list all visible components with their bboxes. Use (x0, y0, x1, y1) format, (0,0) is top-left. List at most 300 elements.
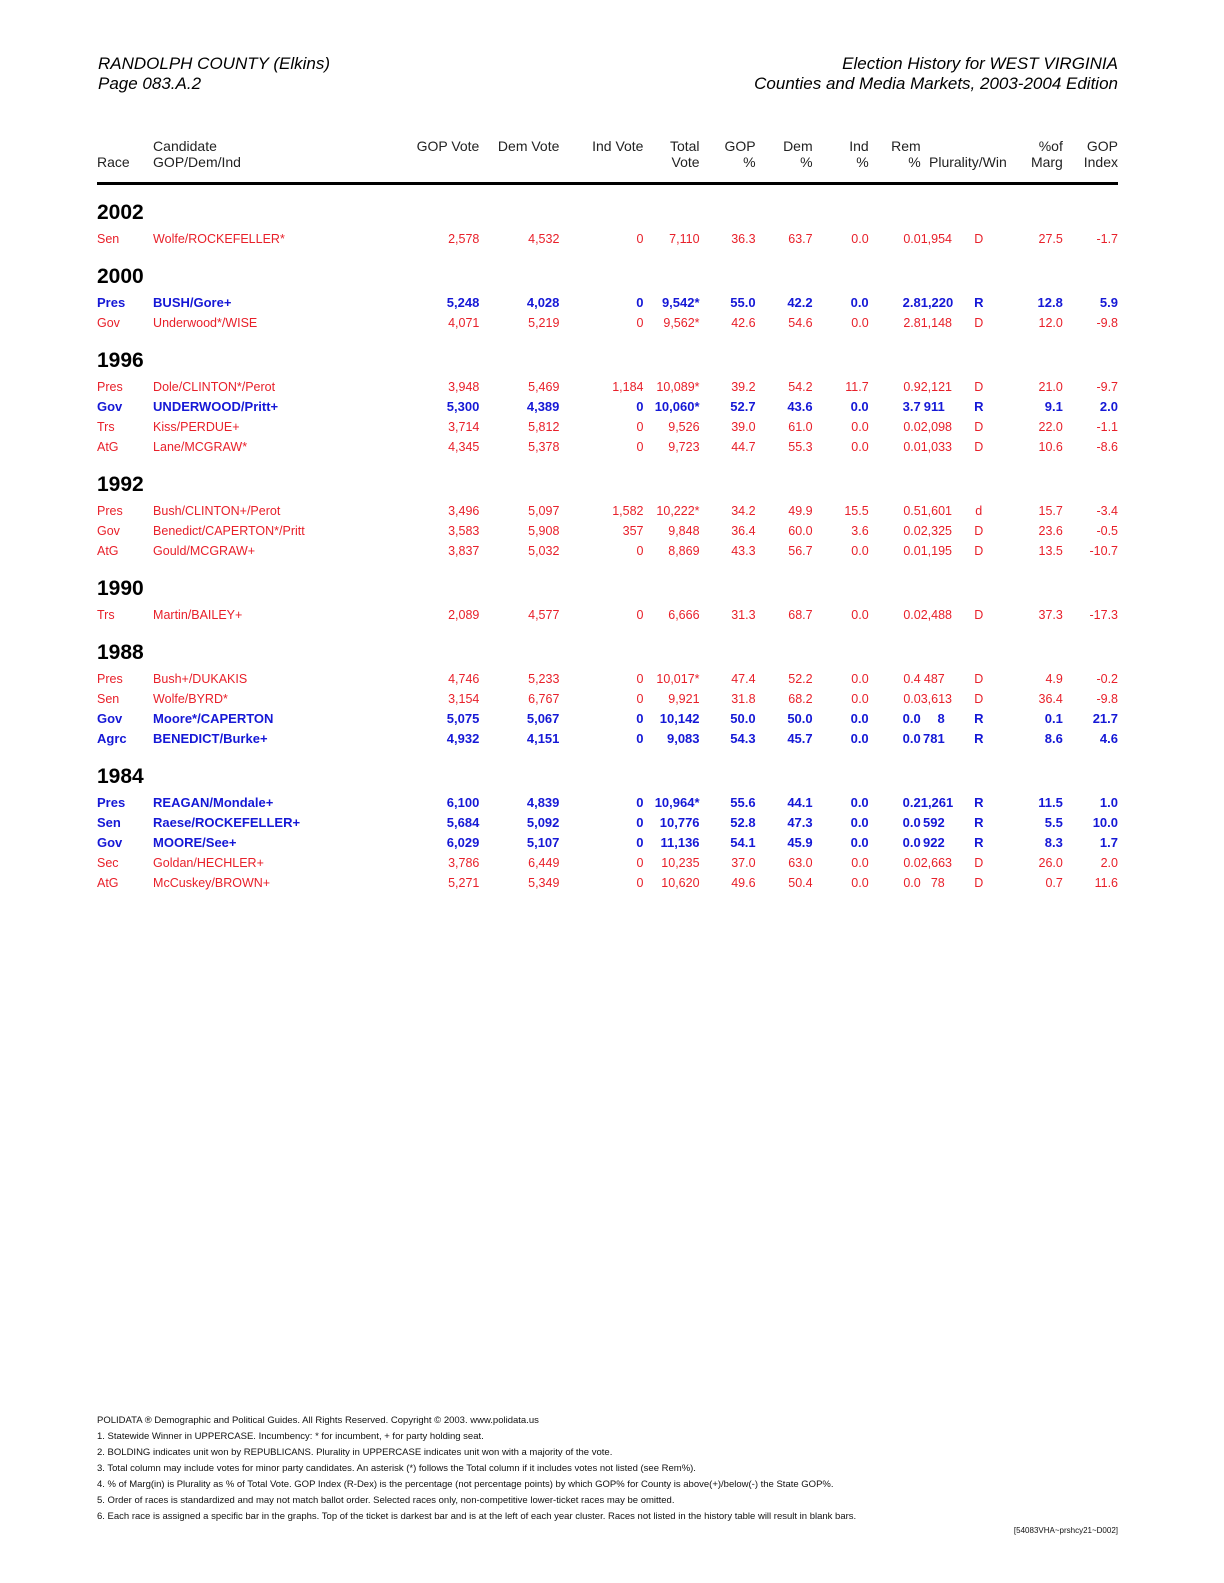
table-row (97, 417, 1118, 437)
candidate-cell: REAGAN/Mondale+ (153, 795, 274, 810)
race-cell: Trs (97, 420, 115, 434)
col-rem-pct: Rem % (869, 138, 921, 184)
gop-vote-cell: 4,746 (448, 672, 480, 686)
rem-pct-cell: 0.0 (903, 440, 921, 454)
col-plurality-win: Plurality/Win (921, 138, 1007, 184)
rem-pct-cell: 3.7 (902, 399, 921, 414)
winner-party-cell: D (974, 440, 984, 454)
winner-party-cell: R (974, 835, 984, 850)
ind-vote-cell: 0 (636, 544, 644, 558)
pct-margin-cell: 37.3 (1038, 608, 1063, 622)
pct-margin-cell: 5.5 (1044, 815, 1063, 830)
candidate-cell: Wolfe/ROCKEFELLER* (153, 232, 285, 246)
dem-pct-cell: 55.3 (788, 440, 813, 454)
total-vote-cell: 7,110 (669, 232, 700, 246)
winner-party-cell: R (974, 815, 984, 830)
pct-margin-cell: 13.5 (1038, 544, 1063, 558)
table-row (97, 541, 1118, 561)
rem-pct-cell: 0.0 (902, 835, 921, 850)
rem-pct-cell: 0.0 (903, 544, 921, 558)
table-row (97, 873, 1118, 893)
ind-pct-cell: 0.0 (851, 544, 869, 558)
year-spacer (97, 457, 1118, 469)
ind-pct-cell: 0.0 (851, 420, 869, 434)
ind-vote-cell: 1,582 (612, 504, 644, 518)
total-vote-cell: 6,666 (668, 608, 700, 622)
ind-vote-cell: 0 (636, 692, 644, 706)
gop-pct-cell: 50.0 (730, 711, 756, 726)
candidate-cell: Goldan/HECHLER+ (153, 856, 264, 870)
dem-pct-cell: 54.6 (788, 316, 813, 330)
dem-pct-cell: 54.2 (788, 380, 813, 394)
col-race: Race (97, 138, 153, 184)
gop-vote-cell: 2,089 (448, 608, 480, 622)
dem-vote-cell: 4,532 (528, 232, 560, 246)
plurality-cell: 1,261 (920, 795, 954, 810)
rem-pct-cell: 0.0 (903, 692, 921, 706)
ind-pct-cell: 0.0 (851, 232, 869, 246)
dem-vote-cell: 5,092 (526, 815, 560, 830)
total-vote-cell: 10,964* (654, 795, 700, 810)
ind-vote-cell: 357 (622, 524, 644, 538)
footnote-3: 3. Total column may include votes for minor party candidates. An asterisk (*) follows the Total column if it includes votes not listed (see Rem%). (97, 1463, 696, 1474)
rem-pct-cell: 0.4 (903, 672, 921, 686)
plurality-cell: 1,601 (920, 504, 952, 518)
gop-index-cell: -0.5 (1096, 524, 1118, 538)
dem-vote-cell: 5,469 (528, 380, 560, 394)
document-subtitle: Counties and Media Markets, 2003-2004 Edition (754, 74, 1118, 93)
gop-index-cell: -0.2 (1096, 672, 1118, 686)
winner-party-cell: D (974, 524, 984, 538)
gop-pct-cell: 31.8 (731, 692, 756, 706)
dem-pct-cell: 56.7 (788, 544, 813, 558)
winner-party-cell: D (974, 692, 984, 706)
gop-vote-cell: 6,029 (446, 835, 480, 850)
ind-vote-cell: 0 (636, 815, 644, 830)
pct-margin-cell: 12.8 (1037, 295, 1063, 310)
winner-party-cell: R (974, 399, 984, 414)
gop-index-cell: 2.0 (1099, 399, 1118, 414)
total-vote-cell: 10,235 (661, 856, 700, 870)
gop-index-cell: 21.7 (1092, 711, 1118, 726)
dem-pct-cell: 45.9 (787, 835, 813, 850)
table-row (97, 313, 1118, 333)
gop-index-cell: 5.9 (1099, 295, 1118, 310)
pct-margin-cell: 22.0 (1038, 420, 1063, 434)
rem-pct-cell: 0.0 (903, 608, 921, 622)
year-heading: 1990 (97, 577, 144, 600)
dem-vote-cell: 5,908 (528, 524, 560, 538)
gop-pct-cell: 37.0 (731, 856, 756, 870)
race-cell: Gov (97, 835, 123, 850)
winner-party-cell: D (974, 608, 984, 622)
race-cell: AtG (97, 440, 119, 454)
plurality-cell: 3,613 (920, 692, 952, 706)
gop-vote-cell: 5,684 (446, 815, 480, 830)
col-gop-index: GOP Index (1063, 138, 1118, 184)
rem-pct-cell: 0.0 (902, 815, 921, 830)
gop-pct-cell: 52.8 (730, 815, 756, 830)
plurality-cell: 8 (937, 711, 945, 726)
ind-vote-cell: 0 (636, 420, 644, 434)
total-vote-cell: 9,562* (663, 316, 700, 330)
ind-vote-cell: 0 (636, 316, 644, 330)
winner-party-cell: D (974, 876, 984, 890)
plurality-cell: 592 (923, 815, 945, 830)
gop-vote-cell: 2,578 (448, 232, 480, 246)
ind-pct-cell: 0.0 (850, 795, 869, 810)
winner-party-cell: R (974, 295, 984, 310)
dem-pct-cell: 60.0 (788, 524, 813, 538)
dem-pct-cell: 52.2 (788, 672, 813, 686)
ind-vote-cell: 0 (636, 440, 644, 454)
dem-vote-cell: 4,577 (528, 608, 560, 622)
race-cell: Trs (97, 608, 115, 622)
results-body (97, 184, 1118, 894)
pct-margin-cell: 4.9 (1045, 672, 1063, 686)
year-heading-row (97, 345, 1118, 377)
year-heading: 1984 (97, 765, 144, 788)
ind-pct-cell: 0.0 (851, 440, 869, 454)
gop-vote-cell: 3,837 (448, 544, 480, 558)
total-vote-cell: 9,542* (661, 295, 700, 310)
race-cell: AtG (97, 876, 119, 890)
footnote-6: 6. Each race is assigned a specific bar in the graphs. Top of the ticket is darkest bar and is at the left of each year cluster. Races not listed in the history table will result in blank bars. (97, 1511, 857, 1522)
gop-index-cell: -10.7 (1089, 544, 1118, 558)
total-vote-cell: 8,869 (668, 544, 700, 558)
dem-pct-cell: 68.2 (788, 692, 813, 706)
plurality-cell: 2,098 (920, 420, 952, 434)
rem-pct-cell: 0.2 (902, 795, 921, 810)
candidate-cell: Wolfe/BYRD* (153, 692, 228, 706)
total-vote-cell: 9,723 (668, 440, 700, 454)
plurality-cell: 1,033 (920, 440, 952, 454)
gop-vote-cell: 4,345 (448, 440, 480, 454)
gop-vote-cell: 5,271 (448, 876, 480, 890)
race-cell: Pres (97, 504, 123, 518)
race-cell: Pres (97, 295, 126, 310)
race-cell: Pres (97, 672, 123, 686)
year-heading-row (97, 261, 1118, 293)
footnote-5: 5. Order of races is standardized and may not match ballot order. Selected races only, non-competitive lower-ticket races may be omitted. (97, 1495, 675, 1506)
year-spacer (97, 249, 1118, 261)
year-spacer (97, 625, 1118, 637)
table-row (97, 689, 1118, 709)
candidate-cell: Bush+/DUKAKIS (153, 672, 248, 686)
gop-vote-cell: 3,154 (448, 692, 480, 706)
dem-vote-cell: 4,839 (526, 795, 560, 810)
ind-pct-cell: 15.5 (844, 504, 869, 518)
candidate-cell: Moore*/CAPERTON (153, 711, 274, 726)
dem-vote-cell: 6,449 (528, 856, 560, 870)
gop-index-cell: -9.8 (1096, 316, 1118, 330)
candidate-cell: BUSH/Gore+ (153, 295, 232, 310)
gop-pct-cell: 54.3 (730, 731, 756, 746)
gop-pct-cell: 36.4 (731, 524, 756, 538)
table-row (97, 669, 1118, 689)
table-row (97, 521, 1118, 541)
year-heading: 1992 (97, 473, 144, 496)
rem-pct-cell: 0.0 (903, 420, 921, 434)
pct-margin-cell: 12.0 (1038, 316, 1063, 330)
year-heading: 2000 (97, 265, 144, 288)
winner-party-cell: D (974, 380, 984, 394)
candidate-cell: MOORE/See+ (153, 835, 237, 850)
race-cell: AtG (97, 544, 119, 558)
dem-vote-cell: 5,812 (528, 420, 560, 434)
gop-vote-cell: 3,583 (448, 524, 480, 538)
plurality-cell: 2,663 (920, 856, 952, 870)
rem-pct-cell: 0.0 (902, 731, 921, 746)
table-row (97, 293, 1118, 313)
gop-pct-cell: 47.4 (731, 672, 756, 686)
candidate-cell: Dole/CLINTON*/Perot (153, 380, 276, 394)
gop-index-cell: 1.7 (1099, 835, 1118, 850)
ind-pct-cell: 0.0 (851, 672, 869, 686)
gop-index-cell: 2.0 (1100, 856, 1118, 870)
gop-index-cell: -3.4 (1096, 504, 1118, 518)
dem-vote-cell: 5,219 (528, 316, 560, 330)
gop-pct-cell: 44.7 (731, 440, 756, 454)
candidate-cell: Bush/CLINTON+/Perot (153, 504, 281, 518)
document-code: [54083VHA~prshcy21~D002] (1013, 1526, 1118, 1535)
year-spacer (97, 184, 1118, 198)
winner-party-cell: D (974, 232, 984, 246)
candidate-cell: Lane/MCGRAW* (153, 440, 248, 454)
col-pct-margin: %of Marg (1007, 138, 1063, 184)
candidate-cell: UNDERWOOD/Pritt+ (153, 399, 279, 414)
dem-vote-cell: 5,097 (528, 504, 560, 518)
footnote-1: 1. Statewide Winner in UPPERCASE. Incumbency: * for incumbent, + for party holding seat. (97, 1431, 484, 1442)
winner-party-cell: d (975, 504, 983, 518)
gop-pct-cell: 43.3 (731, 544, 756, 558)
plurality-cell: 1,954 (920, 232, 952, 246)
rem-pct-cell: 0.0 (902, 711, 921, 726)
table-row (97, 605, 1118, 625)
gop-pct-cell: 39.2 (731, 380, 756, 394)
pct-margin-cell: 0.1 (1044, 711, 1063, 726)
page-footer (97, 1413, 1118, 1537)
race-cell: Sen (97, 232, 120, 246)
race-cell: Gov (97, 711, 123, 726)
total-vote-cell: 10,017* (656, 672, 700, 686)
candidate-cell: Benedict/CAPERTON*/Pritt (153, 524, 305, 538)
ind-vote-cell: 0 (636, 232, 644, 246)
table-row (97, 501, 1118, 521)
table-row (97, 813, 1118, 833)
pct-margin-cell: 8.3 (1044, 835, 1063, 850)
dem-pct-cell: 63.0 (788, 856, 813, 870)
winner-party-cell: D (974, 420, 984, 434)
gop-vote-cell: 5,075 (446, 711, 480, 726)
winner-party-cell: R (974, 711, 984, 726)
ind-vote-cell: 0 (636, 876, 644, 890)
pct-margin-cell: 0.7 (1045, 876, 1063, 890)
winner-party-cell: D (974, 544, 984, 558)
race-cell: Sec (97, 856, 119, 870)
gop-vote-cell: 4,071 (448, 316, 480, 330)
ind-vote-cell: 0 (636, 295, 644, 310)
pct-margin-cell: 23.6 (1038, 524, 1063, 538)
dem-vote-cell: 5,067 (526, 711, 560, 726)
ind-vote-cell: 0 (636, 399, 644, 414)
race-cell: Gov (97, 316, 120, 330)
pct-margin-cell: 9.1 (1044, 399, 1063, 414)
plurality-cell: 911 (923, 399, 945, 414)
total-vote-cell: 11,136 (660, 835, 700, 850)
ind-vote-cell: 0 (636, 835, 644, 850)
gop-vote-cell: 5,300 (446, 399, 480, 414)
rem-pct-cell: 0.9 (903, 380, 921, 394)
total-vote-cell: 10,089* (656, 380, 700, 394)
candidate-cell: Raese/ROCKEFELLER+ (153, 815, 301, 830)
rem-pct-cell: 0.5 (903, 504, 921, 518)
ind-vote-cell: 0 (636, 711, 644, 726)
pct-margin-cell: 36.4 (1038, 692, 1063, 706)
gop-pct-cell: 49.6 (731, 876, 756, 890)
plurality-cell: 487 (923, 672, 945, 686)
table-row (97, 397, 1118, 417)
gop-index-cell: -9.8 (1096, 692, 1118, 706)
gop-pct-cell: 55.6 (730, 795, 756, 810)
ind-vote-cell: 0 (636, 795, 644, 810)
year-heading-row (97, 469, 1118, 501)
dem-vote-cell: 4,028 (526, 295, 560, 310)
dem-vote-cell: 4,151 (526, 731, 560, 746)
rem-pct-cell: 2.8 (903, 316, 921, 330)
gop-vote-cell: 3,786 (448, 856, 480, 870)
ind-pct-cell: 0.0 (850, 835, 869, 850)
gop-pct-cell: 54.1 (730, 835, 756, 850)
dem-pct-cell: 47.3 (787, 815, 813, 830)
ind-vote-cell: 0 (636, 672, 644, 686)
gop-pct-cell: 31.3 (731, 608, 756, 622)
copyright-notice: POLIDATA ® Demographic and Political Guides. All Rights Reserved. Copyright © 2003. www.polidata.us (97, 1415, 539, 1426)
table-row (97, 437, 1118, 457)
race-cell: Pres (97, 380, 123, 394)
total-vote-cell: 10,060* (654, 399, 700, 414)
page-header-left (98, 54, 330, 94)
col-dem-pct: Dem % (756, 138, 813, 184)
footnote-2: 2. BOLDING indicates unit won by REPUBLICANS. Plurality in UPPERCASE indicates unit won with a majority of the vote. (97, 1447, 613, 1458)
gop-index-cell: -1.7 (1096, 232, 1118, 246)
year-spacer (97, 749, 1118, 761)
gop-pct-cell: 36.3 (731, 232, 756, 246)
plurality-cell: 2,325 (920, 524, 952, 538)
gop-index-cell: 10.0 (1092, 815, 1118, 830)
ind-pct-cell: 0.0 (851, 692, 869, 706)
candidate-cell: Underwood*/WISE (153, 316, 258, 330)
col-dem-vote: Dem Vote (479, 138, 559, 184)
gop-index-cell: -1.1 (1096, 420, 1118, 434)
plurality-cell: 2,488 (920, 608, 952, 622)
gop-index-cell: -9.7 (1096, 380, 1118, 394)
ind-pct-cell: 0.0 (851, 608, 869, 622)
election-history-table (97, 138, 1118, 893)
race-cell: Agrc (97, 731, 127, 746)
col-gop-pct: GOP % (700, 138, 756, 184)
pct-margin-cell: 10.6 (1038, 440, 1063, 454)
pct-margin-cell: 26.0 (1038, 856, 1063, 870)
gop-vote-cell: 4,932 (446, 731, 480, 746)
ind-pct-cell: 0.0 (850, 731, 869, 746)
ind-vote-cell: 0 (636, 731, 644, 746)
col-ind-pct: Ind % (813, 138, 869, 184)
year-heading-row (97, 637, 1118, 669)
year-spacer (97, 561, 1118, 573)
winner-party-cell: D (974, 316, 984, 330)
dem-vote-cell: 4,389 (526, 399, 560, 414)
dem-vote-cell: 6,767 (528, 692, 560, 706)
gop-pct-cell: 52.7 (730, 399, 756, 414)
rem-pct-cell: 0.0 (903, 232, 921, 246)
year-heading-row (97, 761, 1118, 793)
race-cell: Pres (97, 795, 126, 810)
dem-pct-cell: 63.7 (788, 232, 813, 246)
ind-pct-cell: 0.0 (851, 876, 869, 890)
pct-margin-cell: 8.6 (1044, 731, 1063, 746)
total-vote-cell: 9,921 (668, 692, 700, 706)
race-cell: Sen (97, 815, 121, 830)
gop-index-cell: 4.6 (1099, 731, 1118, 746)
total-vote-cell: 10,142 (659, 711, 700, 726)
candidate-cell: BENEDICT/Burke+ (153, 731, 268, 746)
candidate-cell: Martin/BAILEY+ (153, 608, 243, 622)
pct-margin-cell: 11.5 (1038, 795, 1063, 810)
ind-pct-cell: 0.0 (850, 295, 869, 310)
rem-pct-cell: 2.8 (902, 295, 921, 310)
gop-vote-cell: 3,714 (448, 420, 480, 434)
year-heading: 1996 (97, 349, 144, 372)
winner-party-cell: D (974, 672, 984, 686)
dem-vote-cell: 5,233 (528, 672, 560, 686)
dem-pct-cell: 50.0 (787, 711, 813, 726)
table-row (97, 729, 1118, 749)
plurality-cell: 1,148 (920, 316, 952, 330)
gop-pct-cell: 55.0 (730, 295, 756, 310)
rem-pct-cell: 0.0 (903, 524, 921, 538)
year-heading: 1988 (97, 641, 144, 664)
gop-index-cell: -17.3 (1089, 608, 1118, 622)
candidate-cell: Kiss/PERDUE+ (153, 420, 240, 434)
pct-margin-cell: 21.0 (1038, 380, 1063, 394)
ind-pct-cell: 0.0 (850, 815, 869, 830)
dem-pct-cell: 50.4 (788, 876, 813, 890)
dem-pct-cell: 45.7 (787, 731, 813, 746)
dem-pct-cell: 49.9 (788, 504, 813, 518)
table-row (97, 709, 1118, 729)
race-cell: Gov (97, 399, 123, 414)
col-total-vote: Total Vote (643, 138, 699, 184)
rem-pct-cell: 0.0 (903, 876, 921, 890)
table-row (97, 793, 1118, 813)
race-cell: Sen (97, 692, 120, 706)
county-title: RANDOLPH COUNTY (Elkins) (98, 54, 331, 73)
gop-vote-cell: 3,496 (448, 504, 480, 518)
gop-index-cell: 11.6 (1094, 876, 1118, 890)
gop-pct-cell: 34.2 (731, 504, 756, 518)
table-row (97, 853, 1118, 873)
dem-vote-cell: 5,107 (526, 835, 560, 850)
dem-vote-cell: 5,032 (528, 544, 560, 558)
ind-pct-cell: 11.7 (845, 380, 869, 394)
total-vote-cell: 9,526 (668, 420, 700, 434)
rem-pct-cell: 0.0 (903, 856, 921, 870)
dem-pct-cell: 43.6 (787, 399, 813, 414)
total-vote-cell: 10,620 (661, 876, 700, 890)
total-vote-cell: 9,083 (666, 731, 700, 746)
gop-vote-cell: 6,100 (446, 795, 480, 810)
